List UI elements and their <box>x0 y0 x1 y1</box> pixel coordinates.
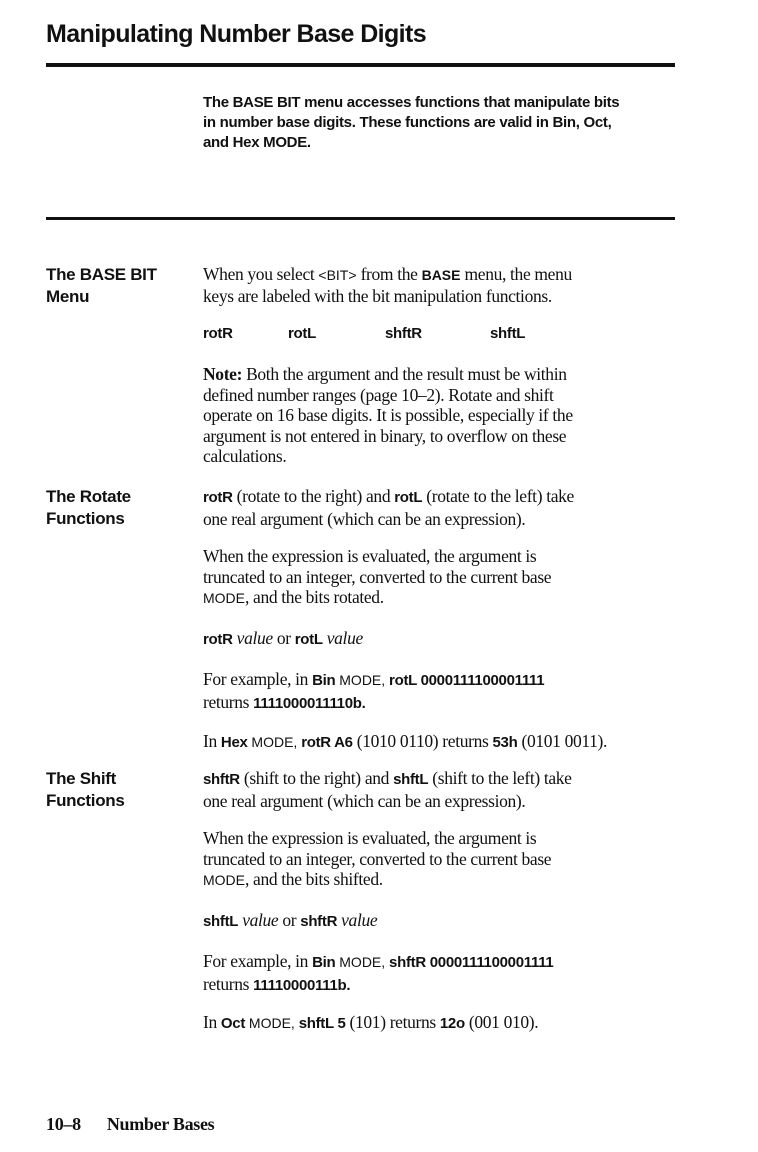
rotate-example-1 <box>203 669 683 714</box>
chapter-title: Number Bases <box>106 1114 215 1134</box>
note-paragraph <box>203 364 683 467</box>
section-rule <box>46 217 675 220</box>
side-heading-line: Menu <box>46 287 90 306</box>
page-title: Manipulating Number Base Digits <box>46 20 427 48</box>
shift-description <box>203 768 683 811</box>
shift-evaluation <box>203 828 683 891</box>
menu-paragraph <box>203 264 683 306</box>
shift-example-1 <box>203 951 683 996</box>
text-line: rotR (rotate to the right) and rotL (rotate to the left) take <box>203 486 574 506</box>
text-line: operate on 16 base digits. It is possible, especially if the <box>203 405 573 425</box>
text-line: When the expression is evaluated, the argument is <box>203 546 537 566</box>
intro-line: The BASE BIT menu accesses functions that manipulate bits <box>203 94 620 111</box>
text-line: one real argument (which can be an expression). <box>203 790 526 811</box>
side-heading-line: The Rotate <box>46 487 131 506</box>
text-line: returns 1111000011110b. <box>203 691 366 712</box>
text-line: When you select <BIT> from the BASE menu, the menu <box>203 264 572 284</box>
text-line: shftR (shift to the right) and shftL (shift to the left) take <box>203 768 572 788</box>
rotate-syntax: rotR value or rotL value <box>203 628 363 648</box>
side-heading-line: The BASE BIT <box>46 265 157 284</box>
text-line: calculations. <box>203 446 287 466</box>
page-number: 10–8 <box>46 1114 81 1134</box>
text-line: defined number ranges (page 10–2). Rotate and shift <box>203 384 554 405</box>
text-line: MODE, and the bits rotated. <box>203 587 384 607</box>
menu-key-rotL[interactable]: rotL <box>288 325 316 342</box>
side-heading-line: Functions <box>46 791 125 810</box>
side-heading-shift-functions <box>46 768 186 812</box>
shift-example-2: In Oct MODE, shftL 5 (101) returns 12o (001 010). <box>203 1012 539 1032</box>
menu-key-shftR[interactable]: shftR <box>385 325 422 342</box>
text-line: returns 11110000111b. <box>203 973 351 994</box>
side-heading-base-bit-menu <box>46 264 186 308</box>
menu-key-rotR[interactable]: rotR <box>203 325 233 342</box>
side-heading-line: Functions <box>46 509 125 528</box>
page-footer <box>46 1114 214 1135</box>
text-line: Note: Both the argument and the result must be within <box>203 364 567 384</box>
text-line: For example, in Bin MODE, shftR 0000111100001111 <box>203 951 554 971</box>
title-rule <box>46 63 675 67</box>
rotate-evaluation <box>203 546 683 609</box>
shift-syntax: shftL value or shftR value <box>203 910 378 930</box>
side-heading-line: The Shift <box>46 769 117 788</box>
text-line: When the expression is evaluated, the argument is <box>203 828 537 848</box>
text-line: MODE, and the bits shifted. <box>203 869 383 889</box>
text-line: one real argument (which can be an expression). <box>203 508 526 529</box>
rotate-example-2: In Hex MODE, rotR A6 (1010 0110) returns 53h (0101 0011). <box>203 731 608 751</box>
menu-key-shftL[interactable]: shftL <box>490 325 526 342</box>
text-line: For example, in Bin MODE, rotL 0000111100001111 <box>203 669 545 689</box>
rotate-description <box>203 486 683 529</box>
menu-keys-row <box>203 325 623 347</box>
side-heading-rotate-functions <box>46 486 186 530</box>
text-line: truncated to an integer, converted to the current base <box>203 566 552 587</box>
intro-line: in number base digits. These functions are valid in Bin, Oct, <box>203 114 612 131</box>
text-line: truncated to an integer, converted to the current base <box>203 848 552 869</box>
intro-line: and Hex MODE. <box>203 134 311 151</box>
intro-paragraph <box>203 93 683 153</box>
text-line: keys are labeled with the bit manipulation functions. <box>203 285 552 306</box>
text-line: argument is not entered in binary, to overflow on these <box>203 425 567 446</box>
